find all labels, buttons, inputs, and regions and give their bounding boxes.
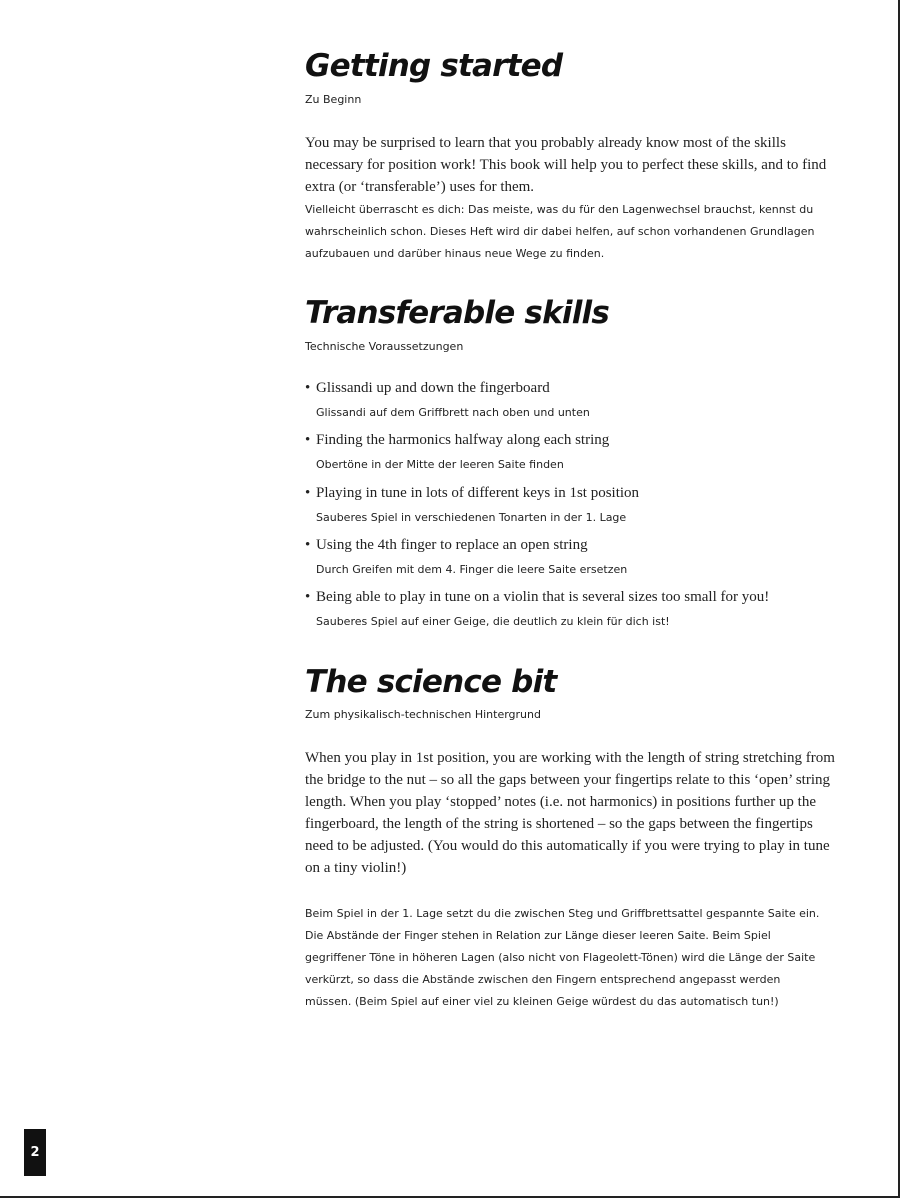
bullet-icon: • (305, 380, 311, 396)
list-item (305, 587, 845, 639)
skills-list (305, 378, 845, 639)
section-title-science-bit: The science bit (305, 664, 557, 700)
skill-de: Sauberes Spiel in verschiedenen Tonarten in der 1. Lage (316, 510, 627, 524)
bullet-icon: • (305, 484, 311, 501)
list-item (305, 430, 845, 482)
section-title-transferable-skills: Transferable skills (305, 295, 610, 331)
section-subtitle-getting-started: Zu Beginn (305, 93, 362, 106)
skill-en: Finding the harmonics halfway along each string (316, 432, 610, 449)
skill-en: Being able to play in tune on a violin that is several sizes too small for you! (316, 589, 770, 606)
skill-de: Glissandi auf dem Griffbrett nach oben und unten (316, 406, 590, 419)
section-title-getting-started: Getting started (305, 48, 563, 84)
science-bit-body-en: When you play in 1st position, you are working with the length of string stretching from the bridge to the nut – so all the gaps between your fingertips relate to this ‘open’ string length. When you play ‘stopped’ notes (i.e. not harmonics) in positions further up the fingerboard, the length of the string is shortened – so the gaps between the fingertips need to be adjusted. (You would do this automatically if you were trying to play in tune on a tiny violin!) (305, 750, 835, 876)
getting-started-body-de: Vielleicht überrascht es dich: Das meiste, was du für den Lagenwechsel brauchst, kennst du wahrscheinlich schon. Dieses Heft wird dir dabei helfen, auf schon vorhandenen Grundlagen aufzubauen und darüber hinaus neue Wege zu finden. (305, 203, 815, 260)
skill-en: Glissandi up and down the fingerboard (316, 380, 550, 396)
skill-en: Playing in tune in lots of different keys in 1st position (316, 484, 640, 501)
getting-started-body-en: You may be surprised to learn that you probably already know most of the skills necessary for position work! This book will help you to perfect these skills, and to find extra (or ‘transferable’) uses for them. (305, 135, 827, 195)
list-item (305, 378, 845, 430)
page-number: 2 (24, 1129, 46, 1176)
list-item (305, 483, 845, 535)
bullet-icon: • (305, 589, 311, 606)
science-bit-body-de: Beim Spiel in der 1. Lage setzt du die zwischen Steg und Griffbrettsattel gespannte Saite ein. Die Abstände der Finger stehen in Relation zur Länge dieser leeren Saite. Beim Spiel gegriffener Töne in höheren Lagen (also nicht von Flageolett-Tönen) wird die Länge der Saite verkürzt, so dass die Abstände zwischen den Fingern entsprechend angepasst werden müssen. (Beim Spiel auf einer viel zu kleinen Geige würdest du das automatisch tun!) (305, 907, 820, 1008)
skill-en: Using the 4th finger to replace an open string (316, 536, 588, 553)
list-item (305, 535, 845, 587)
skill-de: Sauberes Spiel auf einer Geige, die deutlich zu klein für dich ist! (316, 615, 670, 629)
bullet-icon: • (305, 432, 311, 449)
skill-de: Durch Greifen mit dem 4. Finger die leere Saite ersetzen (316, 562, 628, 576)
section-subtitle-transferable-skills: Technische Voraussetzungen (305, 340, 464, 353)
bullet-icon: • (305, 536, 311, 553)
skill-de: Obertöne in der Mitte der leeren Saite finden (316, 458, 564, 472)
section-subtitle-science-bit: Zum physikalisch-technischen Hintergrund (305, 708, 541, 721)
